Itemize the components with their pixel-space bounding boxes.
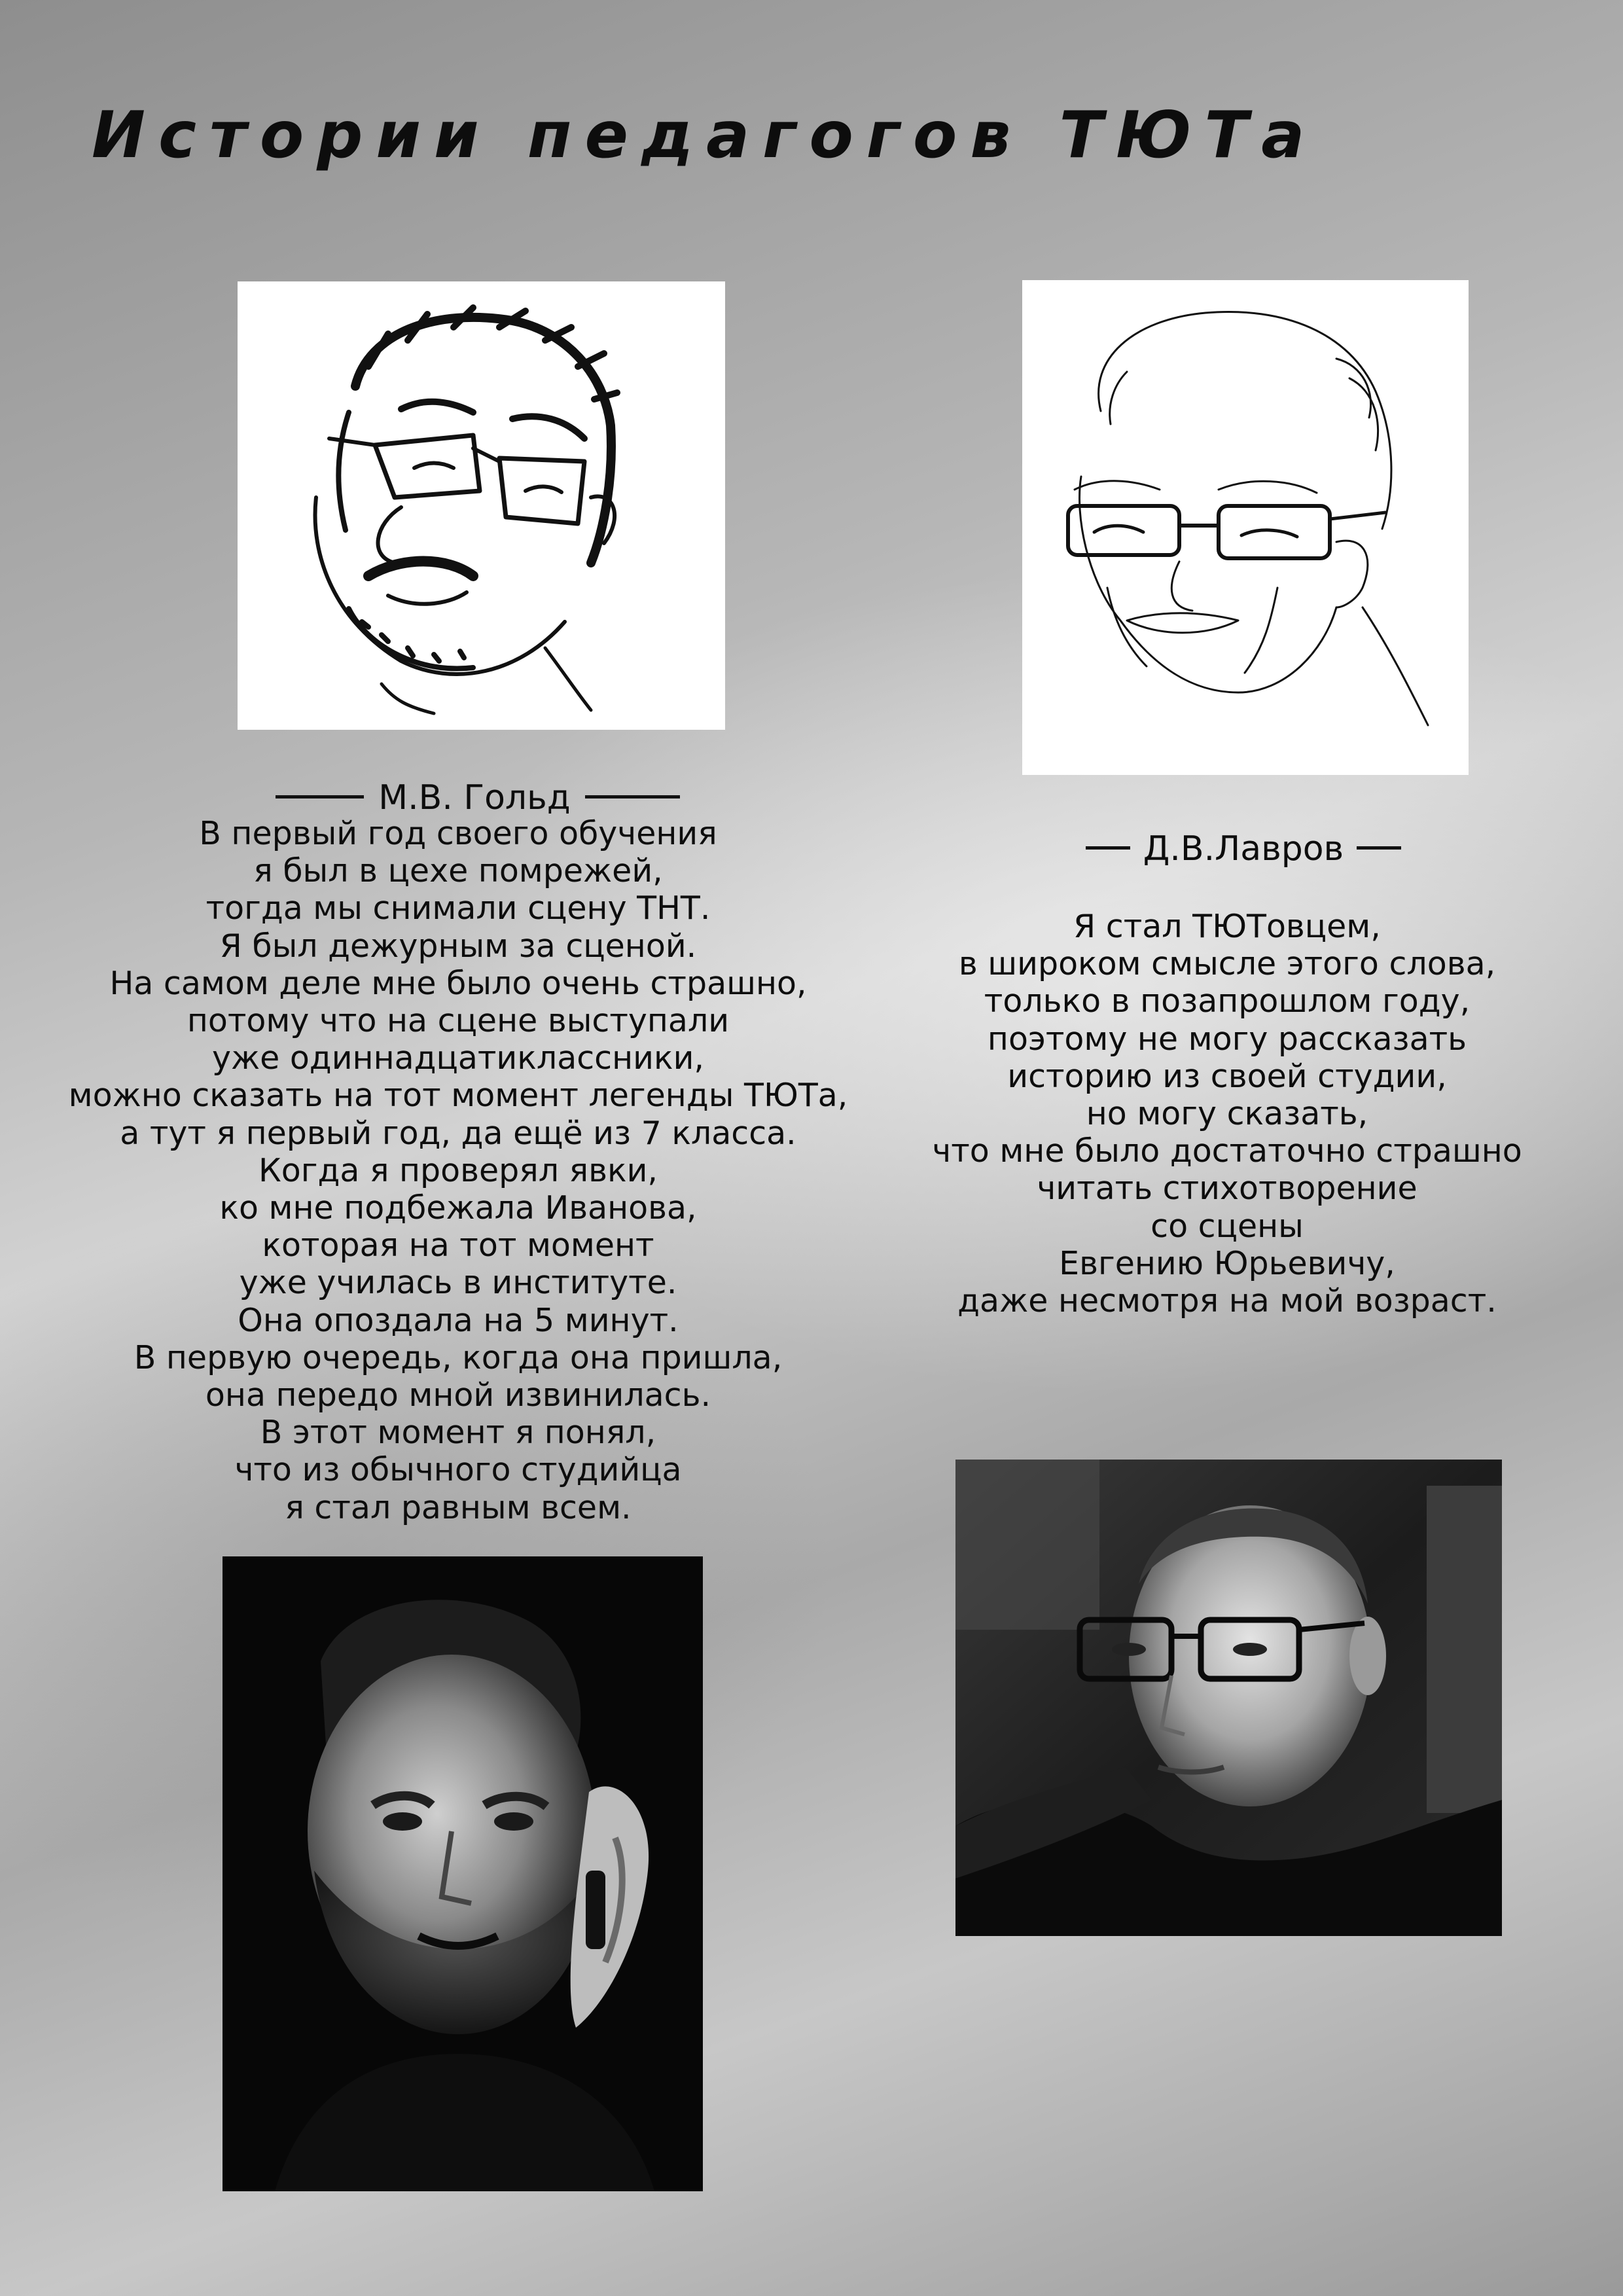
caption-lavrov-text: Д.В.Лавров xyxy=(1143,829,1344,869)
story-line: но могу сказать, xyxy=(1086,1095,1368,1133)
story-line: В первую очередь, когда она пришла, xyxy=(134,1338,783,1376)
story-line: которая на тот момент xyxy=(262,1227,654,1265)
page-title: Истории педагогов ТЮТа xyxy=(92,98,1318,173)
portrait-photo-gold xyxy=(223,1556,703,2191)
story-line: я был в цехе помрежей, xyxy=(253,852,663,890)
story-line: историю из своей студии, xyxy=(1007,1057,1447,1095)
caption-dash-left xyxy=(276,795,364,798)
story-line: потому что на сцене выступали xyxy=(187,1002,730,1040)
story-line: можно сказать на тот момент легенды ТЮТа, xyxy=(68,1077,848,1115)
caption-gold xyxy=(262,777,694,819)
story-line: На самом деле мне было очень страшно, xyxy=(109,964,807,1002)
caricature-lavrov-image xyxy=(1022,280,1469,775)
story-line: Она опоздала на 5 минут. xyxy=(238,1301,679,1339)
story-line: даже несмотря на мой возраст. xyxy=(957,1282,1497,1320)
story-line: читать стихотворение xyxy=(1037,1170,1418,1208)
caricature-gold-image xyxy=(238,281,725,730)
caption-lavrov xyxy=(1021,828,1466,870)
story-line: ко мне подбежала Иванова, xyxy=(219,1189,697,1227)
story-line: Евгению Юрьевичу, xyxy=(1059,1244,1395,1282)
story-line: уже училась в институте. xyxy=(239,1264,677,1302)
story-line: что из обычного студийца xyxy=(234,1451,682,1489)
portrait-photo-lavrov xyxy=(955,1460,1502,1936)
story-line: В первый год своего обучения xyxy=(199,815,717,852)
story-line: поэтому не могу рассказать xyxy=(987,1020,1467,1058)
story-line: что мне было достаточно страшно xyxy=(932,1132,1522,1170)
story-line: в широком смысле этого слова, xyxy=(958,945,1496,983)
story-line: Когда я проверял явки, xyxy=(258,1151,658,1189)
caption-dash-left xyxy=(1086,846,1130,850)
story-line: Я стал ТЮТовцем, xyxy=(1073,908,1381,945)
story-line: В этот момент я понял, xyxy=(260,1414,656,1452)
caption-gold-text: М.В. Гольд xyxy=(378,778,571,817)
story-line: уже одиннадцатиклассники, xyxy=(211,1039,705,1077)
story-line: я стал равным всем. xyxy=(285,1488,632,1526)
story-line: она передо мной извинилась. xyxy=(205,1376,711,1414)
story-line: со сцены xyxy=(1150,1207,1304,1245)
story-line: Я был дежурным за сценой. xyxy=(219,927,697,965)
story-line: а тут я первый год, да ещё из 7 класса. xyxy=(120,1114,796,1152)
story-line: тогда мы снимали сцену ТНТ. xyxy=(205,889,711,927)
story-gold xyxy=(39,815,877,1526)
caption-dash-right xyxy=(1357,846,1401,850)
story-line: только в позапрошлом году, xyxy=(984,982,1471,1020)
story-lavrov xyxy=(864,908,1590,1319)
caption-dash-right xyxy=(585,795,680,798)
